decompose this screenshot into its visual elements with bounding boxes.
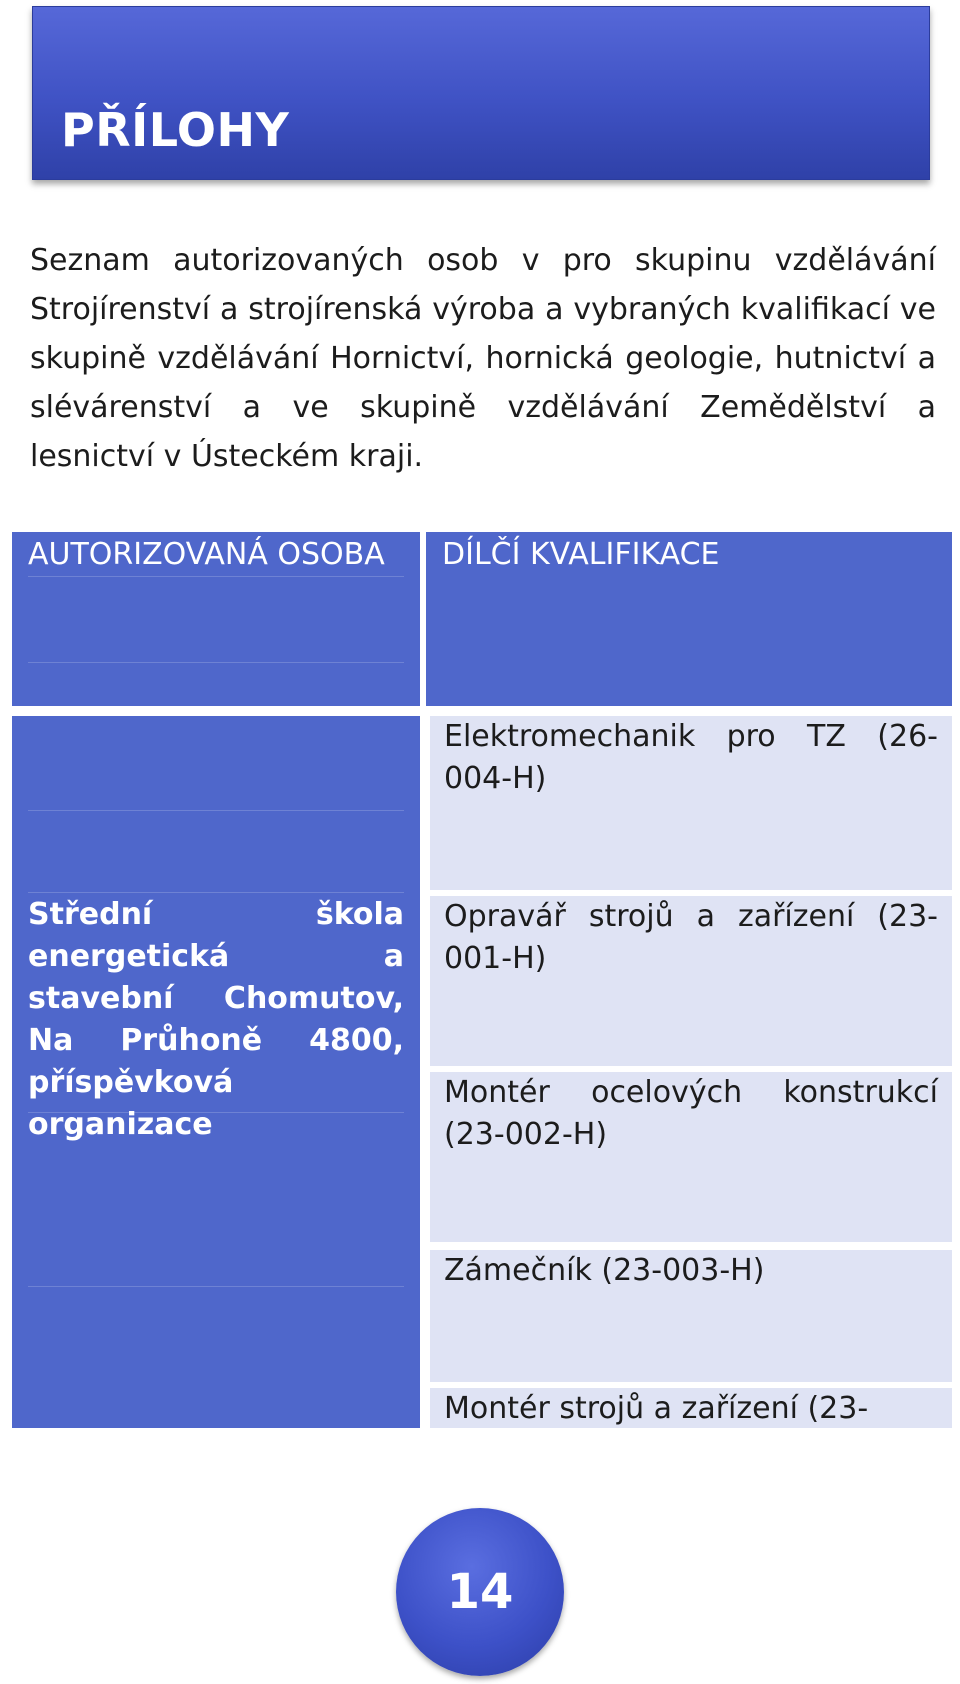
page-number: 14 [446, 1564, 514, 1620]
qualification-cell [430, 716, 952, 890]
qualification-cell [430, 1072, 952, 1242]
header-partial-qualification-label: DÍLČÍ KVALIFIKACE [442, 537, 720, 572]
header-divider [28, 662, 404, 663]
page-number-badge [396, 1508, 564, 1676]
header-authorized-person [12, 532, 420, 706]
qualification-cell [430, 896, 952, 1066]
qualification-text: Opravář strojů a zařízení (23-001-H) [444, 899, 938, 976]
qualification-text: Elektromechanik pro TZ (26-004-H) [444, 719, 938, 796]
header-partial-qualification [426, 532, 952, 706]
organization-name: Střední škola energetická a stavební Chomutov, Na Průhoně 4800, příspěvková organizace [28, 897, 404, 1142]
row-divider [28, 810, 404, 811]
qualification-cell [430, 1388, 952, 1428]
intro-paragraph: Seznam autorizovaných osob v pro skupinu vzdělávání Strojírenství a strojírenská výroba a vybraných kvalifikací ve skupině vzdělávání Hornictví, hornická geologie, hutnictví a slévárenství a ve skupině vzdělávání Zemědělství a lesnictví v Ústeckém kraji. [30, 243, 936, 474]
title-banner [32, 6, 930, 180]
qualification-cell [430, 1250, 952, 1382]
row-divider [28, 1286, 404, 1287]
page-title: PŘÍLOHY [61, 103, 290, 157]
qualification-text: Montér strojů a zařízení (23- [444, 1391, 869, 1426]
header-divider [28, 576, 404, 577]
organization-cell [12, 716, 420, 1428]
qualification-text: Montér ocelových konstrukcí (23-002-H) [444, 1075, 938, 1152]
row-divider [28, 892, 404, 893]
qualification-text: Zámečník (23-003-H) [444, 1253, 765, 1288]
header-authorized-person-label: AUTORIZOVANÁ OSOBA [28, 537, 385, 572]
